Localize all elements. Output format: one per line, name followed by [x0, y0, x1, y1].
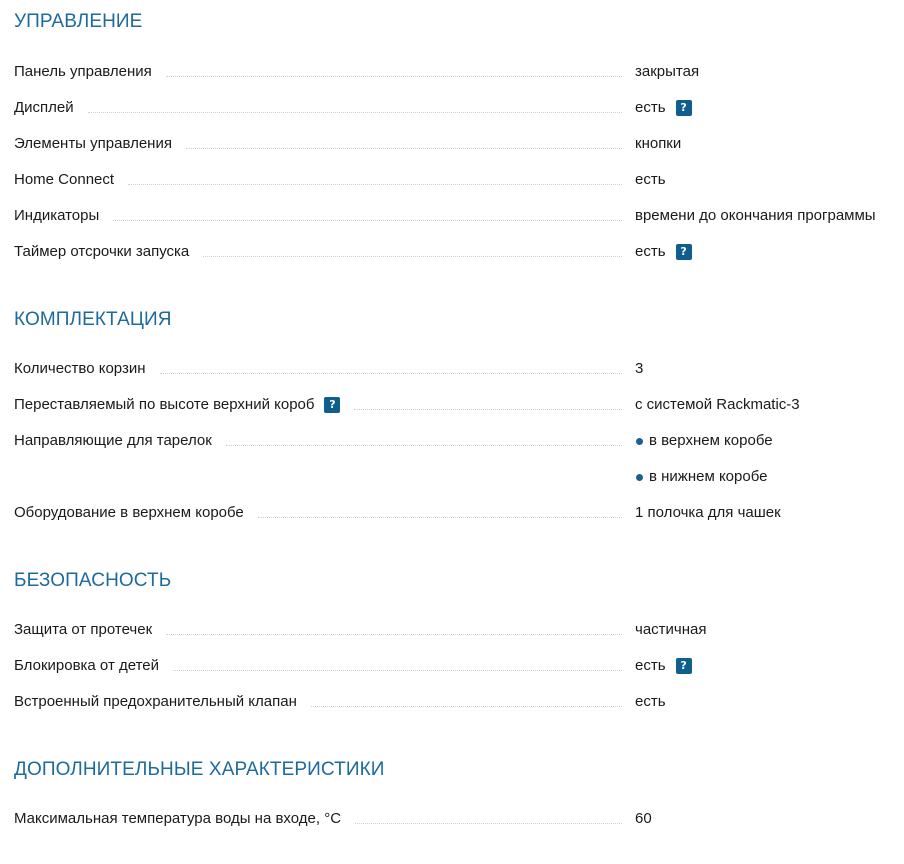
spec-label-text: Home Connect	[14, 171, 115, 188]
spec-value	[635, 618, 706, 642]
spec-value	[635, 357, 643, 381]
spec-label-text: Переставляемый по высоте верхний короб	[14, 396, 315, 413]
dotted-leader	[311, 705, 622, 707]
spec-row-home-connect	[14, 168, 900, 192]
dotted-leader	[128, 183, 622, 185]
section-title-equipment: КОМПЛЕКТАЦИЯ	[14, 309, 172, 330]
spec-value	[635, 807, 652, 831]
bullet-icon	[636, 474, 643, 481]
spec-value	[635, 429, 773, 453]
bullet-icon	[636, 438, 643, 445]
spec-row-display	[14, 96, 900, 120]
dotted-leader	[258, 516, 622, 518]
spec-row-plate-guides-continued	[14, 465, 900, 489]
spec-value	[635, 465, 767, 489]
help-icon[interactable]: ?	[676, 100, 692, 116]
spec-label-text: Встроенный предохранительный клапан	[14, 693, 297, 710]
spec-value	[635, 690, 666, 714]
dotted-leader	[166, 633, 622, 635]
spec-value-text: в верхнем коробе	[649, 432, 773, 449]
dotted-leader	[160, 372, 622, 374]
spec-value-text: 1 полочка для чашек	[635, 504, 781, 521]
spec-label	[14, 357, 622, 381]
spec-value-text: с системой Rackmatic-3	[635, 396, 800, 413]
spec-label	[14, 132, 622, 156]
spec-row-safety-valve	[14, 690, 900, 714]
spec-label	[14, 429, 622, 453]
spec-value-text: кнопки	[635, 135, 682, 152]
spec-value-text: есть	[635, 171, 666, 188]
spec-row-baskets	[14, 357, 900, 381]
help-icon[interactable]: ?	[676, 658, 692, 674]
spec-value-text: есть	[635, 243, 666, 260]
spec-value	[635, 60, 699, 84]
spec-label-text: Блокировка от детей	[14, 657, 160, 674]
spec-value-text: частичная	[635, 621, 707, 638]
spec-value-text: 60	[635, 810, 652, 827]
spec-label-text: Таймер отсрочки запуска	[14, 243, 190, 260]
spec-label-text: Оборудование в верхнем коробе	[14, 504, 244, 521]
spec-label	[14, 168, 622, 192]
spec-label-text: Защита от протечек	[14, 621, 153, 638]
section-title-control: УПРАВЛЕНИЕ	[14, 11, 143, 32]
spec-label	[14, 204, 622, 228]
dotted-leader	[166, 75, 622, 77]
spec-row-upper-basket-equipment	[14, 501, 900, 525]
dotted-leader	[173, 669, 622, 671]
spec-value	[635, 501, 781, 525]
spec-label-text: Максимальная температура воды на входе, °C	[14, 810, 342, 827]
spec-value	[635, 96, 692, 120]
help-icon[interactable]: ?	[324, 397, 340, 413]
spec-row-indicators	[14, 204, 900, 228]
spec-label	[14, 618, 622, 642]
spec-label	[14, 807, 622, 831]
spec-value-text: времени до окончания программы	[635, 207, 876, 224]
spec-value	[635, 168, 666, 192]
spec-value-text: закрытая	[635, 63, 700, 80]
spec-row-adjustable-rack	[14, 393, 900, 417]
dotted-leader	[113, 219, 622, 221]
spec-value-text: 3	[635, 360, 644, 377]
spec-label	[14, 60, 622, 84]
dotted-leader	[186, 147, 622, 149]
dotted-leader	[226, 444, 622, 446]
spec-label-text: Количество корзин	[14, 360, 146, 377]
spec-value	[635, 204, 876, 228]
spec-label	[14, 240, 622, 264]
section-title-safety: БЕЗОПАСНОСТЬ	[14, 570, 172, 591]
spec-value	[635, 132, 681, 156]
spec-label-text: Элементы управления	[14, 135, 172, 152]
spec-row-control-panel	[14, 60, 900, 84]
dotted-leader	[203, 255, 622, 257]
spec-row-plate-guides	[14, 429, 900, 453]
spec-value-text: в нижнем коробе	[649, 468, 768, 485]
spec-row-delay-timer	[14, 240, 900, 264]
spec-value-text: есть	[635, 99, 666, 116]
spec-label-text: Панель управления	[14, 63, 152, 80]
dotted-leader	[355, 822, 622, 824]
spec-row-child-lock	[14, 654, 900, 678]
spec-label-text: Направляющие для тарелок	[14, 432, 212, 449]
spec-label	[14, 690, 622, 714]
spec-label	[14, 96, 622, 120]
dotted-leader	[88, 111, 622, 113]
spec-value	[635, 393, 800, 417]
spec-row-max-inlet-temp	[14, 807, 900, 831]
dotted-leader	[354, 408, 622, 410]
spec-value	[635, 654, 692, 678]
spec-value-text: есть	[635, 657, 666, 674]
spec-label-text: Индикаторы	[14, 207, 100, 224]
spec-value-text: есть	[635, 693, 666, 710]
spec-label	[14, 654, 622, 678]
spec-label	[14, 501, 622, 525]
help-icon[interactable]: ?	[676, 244, 692, 260]
spec-row-leak-protection	[14, 618, 900, 642]
spec-value	[635, 240, 692, 264]
spec-label-text: Дисплей	[14, 99, 74, 116]
spec-row-controls	[14, 132, 900, 156]
spec-label	[14, 393, 622, 417]
section-title-extra: ДОПОЛНИТЕЛЬНЫЕ ХАРАКТЕРИСТИКИ	[14, 759, 385, 780]
